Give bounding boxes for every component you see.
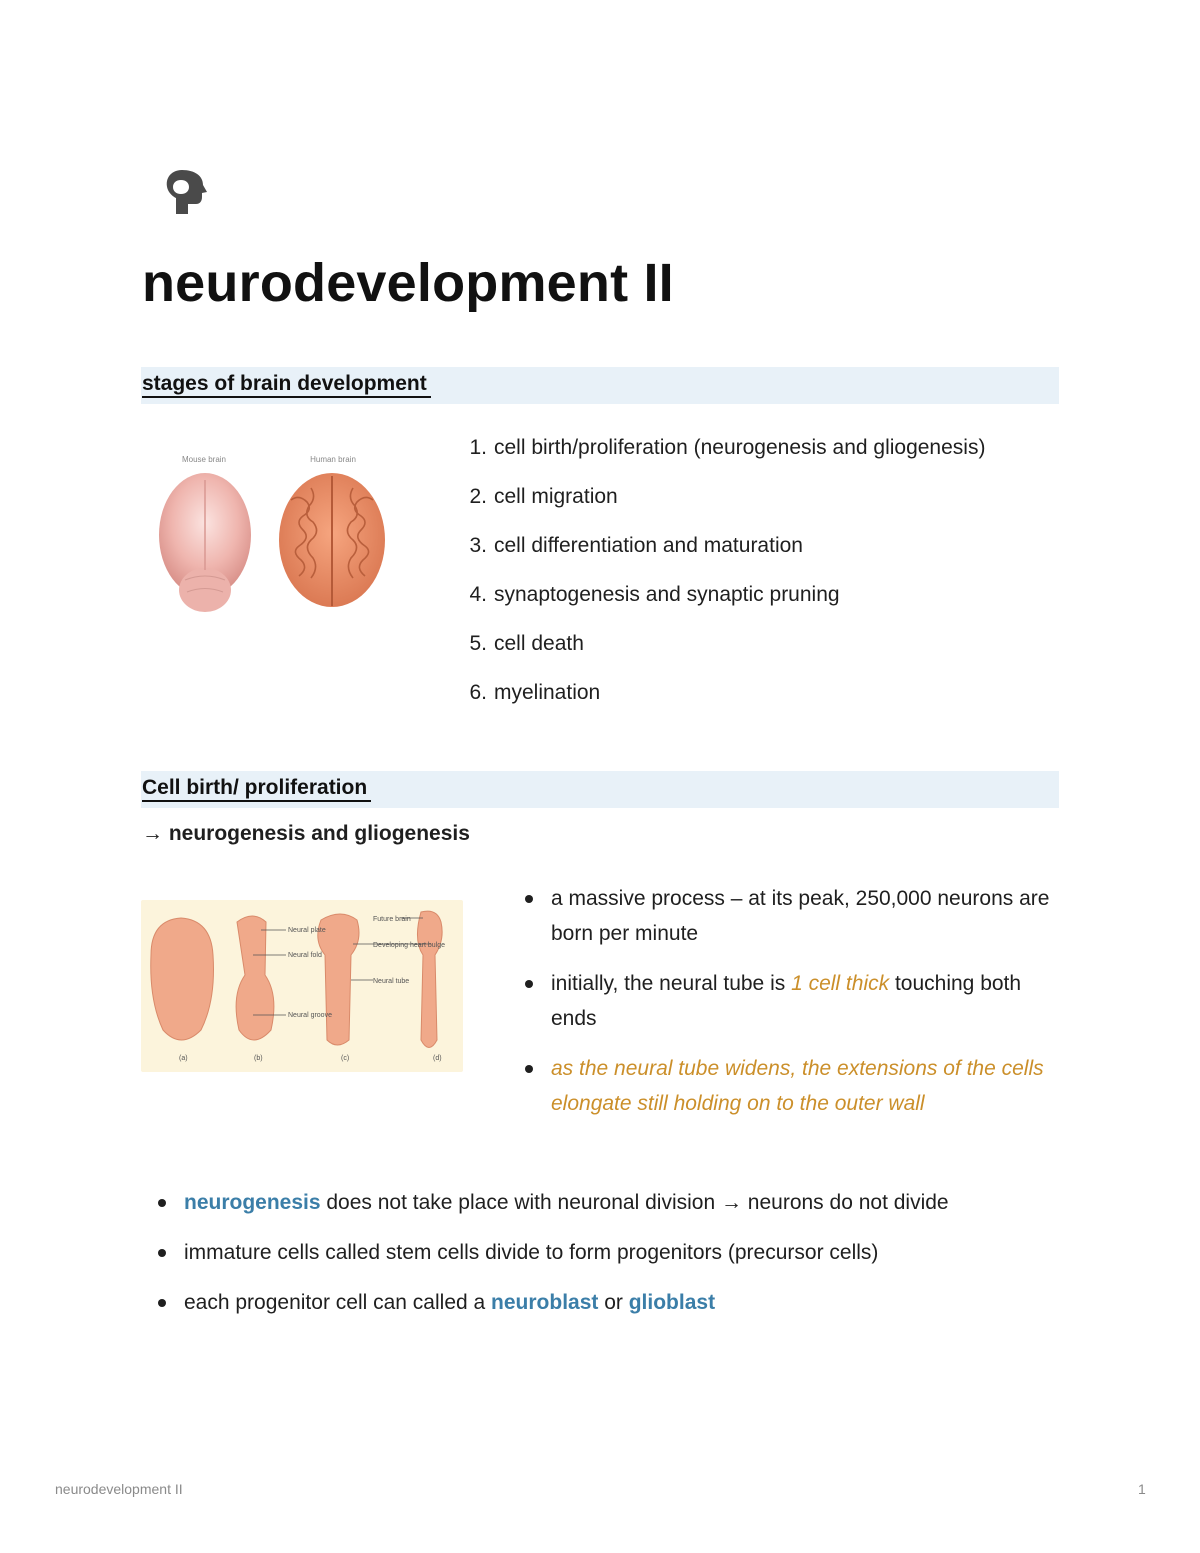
label-neural-groove: Neural groove [288, 1012, 332, 1019]
label-neural-fold: Neural fold [288, 952, 322, 959]
panel-label-d: (d) [433, 1055, 442, 1062]
list-item: cell birth/proliferation (neurogenesis and gliogenesis) [494, 436, 986, 459]
list-item: synaptogenesis and synaptic pruning [494, 583, 840, 606]
list-item: cell differentiation and maturation [494, 534, 803, 557]
list-item [184, 1285, 1044, 1320]
list-item [551, 966, 1066, 1036]
list-item: a massive process – at its peak, 250,000 neurons are born per minute [551, 881, 1066, 951]
stages-list [494, 430, 1014, 724]
section-heading: Cell birth/ proliferation [142, 776, 371, 802]
list-item: immature cells called stem cells divide to form progenitors (precursor cells) [184, 1235, 1044, 1270]
subheading-neurogenesis-gliogenesis: → neurogenesis and gliogenesis [142, 822, 470, 845]
head-profile-icon [160, 164, 214, 218]
brains-figure [141, 440, 411, 625]
highlight-text: as the neural tube widens, the extensions of the cells elongate still holding on to the outer wall [551, 1057, 1044, 1115]
list-item: cell migration [494, 485, 618, 508]
text-segment: initially, the neural tube is [551, 972, 792, 995]
mouse-brain-label: Mouse brain [181, 455, 227, 464]
section-heading: stages of brain development [142, 372, 431, 398]
neurogenesis-notes-list [184, 1185, 1044, 1335]
proliferation-facts-list [551, 881, 1066, 1136]
list-item: myelination [494, 681, 601, 704]
footer-doc-name: neurodevelopment II [55, 1481, 183, 1497]
panel-label-a: (a) [179, 1055, 188, 1062]
label-future-brain: Future brain [373, 916, 411, 923]
list-item [184, 1185, 1044, 1220]
section-header-stages [141, 367, 1059, 404]
text-segment: touching both ends [551, 972, 1022, 1030]
label-developing-heart-bulge: Developing heart bulge [373, 942, 445, 949]
term-neurogenesis: neurogenesis [184, 1191, 321, 1214]
label-neural-plate: Neural plate [288, 927, 326, 934]
page-title: neurodevelopment II [142, 253, 674, 313]
text-segment: each progenitor cell can called a [184, 1291, 492, 1314]
term-glioblast: glioblast [628, 1291, 716, 1314]
label-neural-tube: Neural tube [373, 978, 410, 985]
list-item: cell death [494, 632, 584, 655]
section-header-cell-birth [141, 771, 1059, 808]
highlight-text: 1 cell thick [791, 972, 890, 995]
panel-label-c: (c) [341, 1055, 350, 1062]
embryo-b-image [236, 916, 274, 1040]
footer-page-number: 1 [1138, 1481, 1146, 1497]
list-item [551, 1051, 1066, 1121]
human-brain-label: Human brain [310, 455, 356, 464]
mouse-brain-image [159, 473, 251, 612]
term-neuroblast: neuroblast [491, 1291, 599, 1314]
text-segment: or [598, 1291, 629, 1314]
embryo-d-image [417, 911, 442, 1047]
human-brain-image [279, 473, 385, 607]
text-segment: does not take place with neuronal division → neurons do not divide [320, 1191, 949, 1214]
embryo-a-image [151, 918, 214, 1040]
panel-label-b: (b) [254, 1055, 263, 1062]
neural-tube-figure [141, 900, 463, 1072]
